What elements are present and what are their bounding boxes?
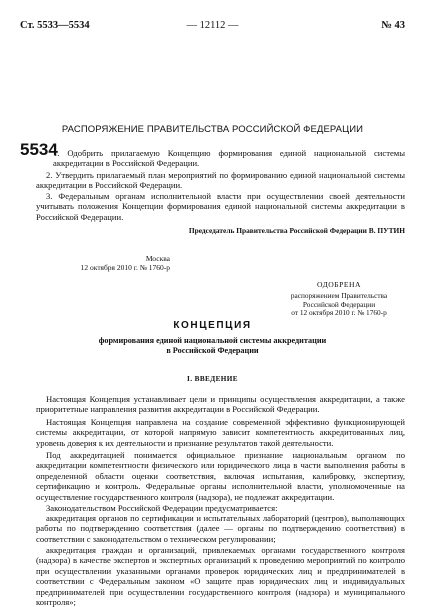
concept-paragraph-5: аккредитация органов по сертификации и испытательных лабораторий (центров), выполняющих работы по подтверждению соответствия (далее — органы по подтверждению соответствия) в соответствии с законодательством о техническом регулировании;	[36, 513, 405, 544]
concept-paragraph-6: аккредитация граждан и организаций, привлекаемых органами государственного контроля (надзора) в качестве экспертов и экспертных организаций к проведению мероприятий по контролю при осуществлении указанными органами проверок юридических лиц и предпринимателей в соответствии с Федеральным законом «О защите прав юридических лиц и индивидуальных предпринимателей при осуществлении государственного контроля (надзора) и муниципального контроля»;	[36, 545, 405, 607]
place-date	[80, 254, 170, 272]
decree-paragraph-2: 2. Утвердить прилагаемый план мероприятий по формированию единой национальной системы аккредитации в Российской Федерации.	[36, 170, 405, 191]
approval-title: ОДОБРЕНА	[317, 280, 361, 289]
concept-paragraph-1: Настоящая Концепция устанавливает цели и принципы осуществления аккредитации, а также приоритетные направления развития аккредитации в Российской Федерации.	[36, 394, 405, 415]
decree-number: 5534	[20, 140, 58, 159]
concept-title: КОНЦЕПЦИЯ	[173, 320, 252, 331]
approval-block	[268, 281, 410, 318]
concept-subtitle	[20, 336, 405, 355]
approval-line-2: Российской Федерации	[302, 299, 376, 309]
concept-paragraph-4: Законодательством Российской Федерации предусматривается:	[46, 503, 278, 513]
place: Москва	[145, 254, 170, 263]
decree-paragraph-1: 1. Одобрить прилагаемую Концепцию формирования единой национальной системы аккредитации в Российской Федерации.	[53, 148, 405, 169]
approval-line-1: распоряжением Правительства	[290, 291, 388, 301]
page-header	[20, 20, 405, 36]
article-range: Ст. 5533—5534	[20, 20, 90, 31]
issue-number: № 43	[381, 20, 405, 31]
section-heading: I. ВВЕДЕНИЕ	[187, 375, 238, 383]
concept-paragraph-3: Под аккредитацией понимается официальное признание национальным органом по аккредитации компетентности физического или юридического лица в части выполнения работы в определенной области оценки соответствия, включая испытания, калибровку, экспертизу, сертификацию и контроль. Федеральные органы исполнительной власти, уполномоченные на осуществление государственного контроля (надзора), не подлежат аккредитации.	[36, 450, 405, 502]
approval-line-3: от 12 октября 2010 г. № 1760-р	[291, 308, 387, 318]
date-number: 12 октября 2010 г. № 1760-р	[80, 263, 170, 272]
page-number: — 12112 —	[186, 20, 239, 31]
concept-subtitle-line-2: в Российской Федерации	[166, 345, 259, 355]
concept-subtitle-line-1: формирования единой национальной системы аккредитации	[98, 336, 327, 345]
signature: Председатель Правительства Российской Федерации В. ПУТИН	[188, 226, 405, 235]
decree-paragraph-3: 3. Федеральным органам исполнительной власти при осуществлении своей деятельности учитывать положения Концепции формирования единой национальной системы аккредитации в Российской Федерации.	[36, 191, 405, 222]
concept-paragraph-2: Настоящая Концепция направлена на создание современной эффективно функционирующей системы аккредитации, от которой напрямую зависит компетентность аккредитованных лиц, уровень доверия к их деятельности и признание результатов такой деятельности.	[36, 417, 405, 448]
decree-title: РАСПОРЯЖЕНИЕ ПРАВИТЕЛЬСТВА РОССИЙСКОЙ ФЕДЕРАЦИИ	[61, 124, 364, 135]
